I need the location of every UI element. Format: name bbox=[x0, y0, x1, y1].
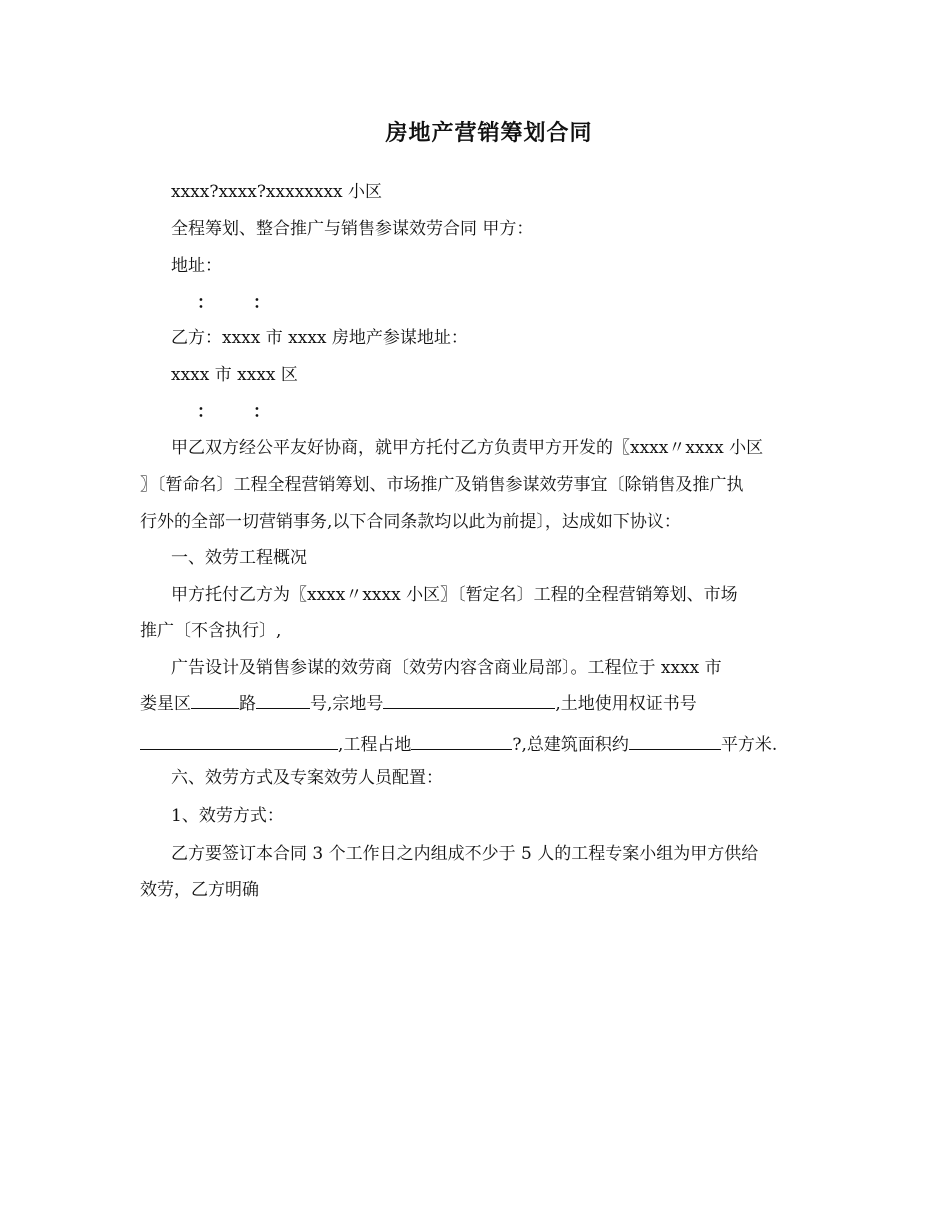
section-heading: 一、效劳工程概况 bbox=[171, 548, 307, 568]
paragraph-line: 广告设计及销售参谋的效劳商〔效劳内容含商业局部〕。工程位于 xxxx 市 bbox=[171, 658, 722, 678]
paragraph-line: 甲方托付乙方为〖xxxx〃xxxx 小区〗〔暂定名〕工程的全程营销筹划、市场 bbox=[171, 585, 738, 605]
colon-mark: ： bbox=[253, 402, 270, 422]
paragraph-line: 推广〔不含执行〕, bbox=[140, 621, 282, 641]
blank-field bbox=[256, 693, 310, 709]
paragraph-line: 〗〔暂命名〕工程全程营销筹划、市场推广及销售参谋效劳事宜〔除销售及推广执 bbox=[140, 475, 744, 495]
paragraph-line: ,工程占地 ?,总建筑面积约 平方米. bbox=[140, 734, 777, 756]
party-b-address-line: xxxx 市 xxxx 区 bbox=[171, 365, 298, 385]
subsection-heading: 1、效劳方式： bbox=[171, 806, 284, 826]
blank-field bbox=[191, 693, 239, 709]
party-b-line: 乙方：xxxx 市 xxxx 房地产参谋地址： bbox=[171, 328, 468, 348]
blank-field bbox=[383, 693, 555, 709]
colon-mark: ： bbox=[197, 402, 214, 422]
blank-field bbox=[411, 734, 512, 750]
document-title: 房地产营销筹划合同 bbox=[385, 120, 593, 146]
colon-mark: ： bbox=[253, 293, 270, 313]
project-name-line: xxxx?xxxx?xxxxxxxx 小区 bbox=[171, 182, 383, 202]
section-heading: 六、效劳方式及专案效劳人员配置： bbox=[171, 768, 443, 788]
blank-field bbox=[140, 734, 338, 750]
paragraph-line: 行外的全部一切营销事务,以下合同条款均以此为前提〕，达成如下协议： bbox=[140, 512, 681, 532]
blank-field bbox=[629, 734, 721, 750]
party-a-address-label: 地址： bbox=[171, 256, 222, 276]
paragraph-line: 乙方要签订本合同 3 个工作日之内组成不少于 5 人的工程专案小组为甲方供给 bbox=[171, 844, 759, 864]
paragraph-line: 效劳，乙方明确 bbox=[140, 880, 259, 900]
contract-subtitle-line: 全程筹划、整合推广与销售参谋效劳合同 甲方： bbox=[171, 219, 534, 239]
colon-mark: ： bbox=[197, 293, 214, 313]
paragraph-line: 娄星区 路 号,宗地号 ,土地使用权证书号 bbox=[140, 694, 697, 714]
paragraph-line: 甲乙双方经公平友好协商，就甲方托付乙方负责甲方开发的〖xxxx〃xxxx 小区 bbox=[171, 438, 764, 458]
